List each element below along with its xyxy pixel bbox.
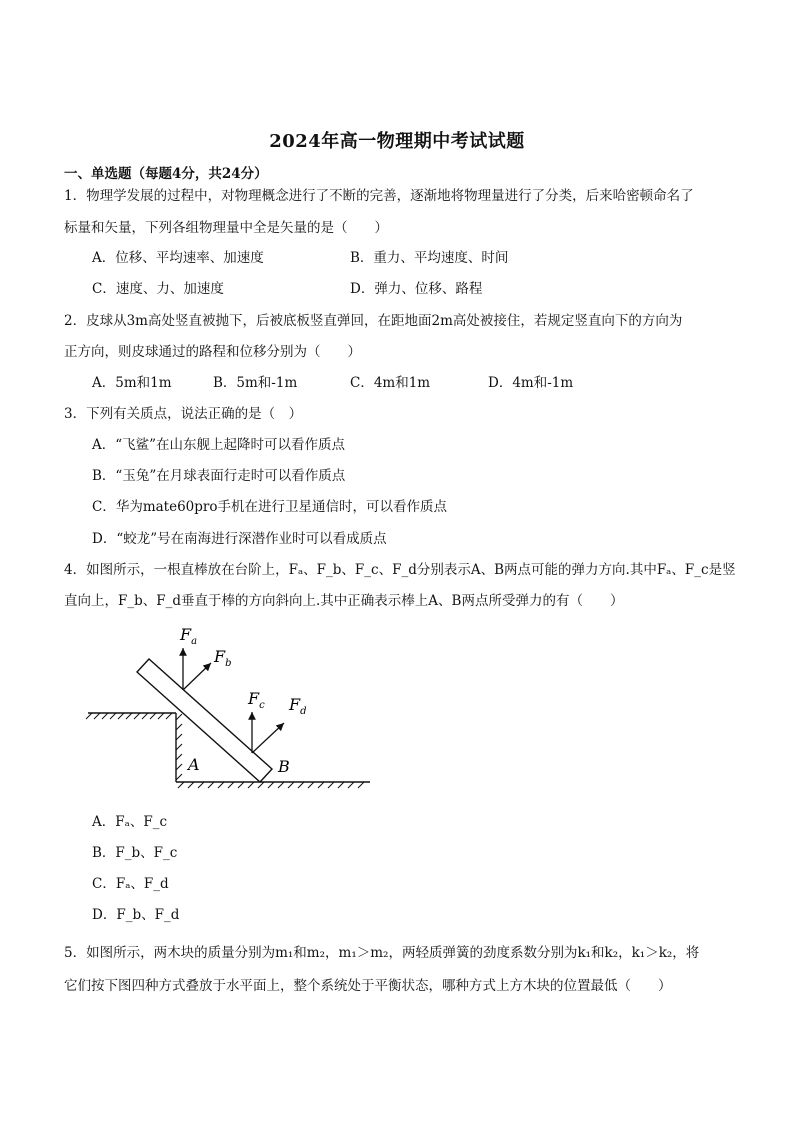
q3-stem: 3．下列有关质点，说法正确的是（ ） [64,406,303,422]
q5-stem-line2: 它们按下图四种方式叠放于水平面上，整个系统处于平衡状态，哪种方式上方木块的位置最低（ ） [64,978,672,994]
q2-stem-line1: 2．皮球从3m高处竖直被抛下，后被底板竖直弹回，在距地面2m高处被接住，若规定竖直向下的方向为 [64,313,683,329]
lower-ground [176,782,370,788]
q2-option-d: D．4m和-1m [488,375,574,391]
label-point-a: A [188,755,200,774]
step-wall [176,713,182,782]
q3-option-a: A．“飞鲨”在山东舰上起降时可以看作质点 [92,437,346,453]
q4-option-b: B．F_b、F_c [92,845,178,861]
q1-stem-line1: 1．物理学发展的过程中，对物理概念进行了不断的完善，逐渐地将物理量进行了分类，后来哈密顿命名了 [64,188,694,204]
arrow-fd [252,723,284,753]
q1-stem-line2: 标量和矢量，下列各组物理量中全是矢量的是（ ） [64,220,388,236]
q3-option-d: D．“蛟龙”号在南海进行深潜作业时可以看成质点 [92,531,387,547]
q2-stem-line2: 正方向，则皮球通过的路程和位移分别为（ ） [64,344,361,360]
q2-option-b: B．5m和-1m [213,375,298,391]
label-fc: $F_c$ [248,689,265,711]
label-fa: $F_a$ [180,625,198,647]
label-fd: $F_d$ [289,695,307,717]
q3-option-b: B．“玉兔”在月球表面行走时可以看作质点 [92,468,346,484]
q4-option-d: D．F_b、F_d [92,907,180,923]
q3-option-c: C．华为mate60pro手机在进行卫星通信时，可以看作质点 [92,499,447,515]
arrow-fb [183,663,211,690]
q2-option-c: C．4m和1m [350,375,431,391]
q1-option-c: C．速度、力、加速度 [92,281,224,297]
q1-option-b: B．重力、平均速度、时间 [350,250,509,266]
q4-option-a: A．Fₐ、F_c [92,814,168,830]
q1-option-a: A．位移、平均速率、加速度 [92,250,264,266]
q4-option-c: C．Fₐ、F_d [92,876,169,892]
page-title: 2024年高一物理期中考试试题 [269,131,525,152]
q1-option-d: D．弹力、位移、路程 [350,281,483,297]
q4-figure [84,620,384,800]
upper-ground [86,713,176,719]
label-point-b: B [278,757,290,776]
q4-stem-line1: 4．如图所示，一根直棒放在台阶上，Fₐ、F_b、F_c、F_d分别表示A、B两点可能的弹力方向.其中Fₐ、F_c是竖 [64,562,736,578]
q5-stem-line1: 5．如图所示，两木块的质量分别为m₁和m₂，m₁＞m₂，两轻质弹簧的劲度系数分别为k₁和k₂，k₁＞k₂，将 [64,945,700,961]
label-fb: $F_b$ [214,647,232,669]
q4-stem-line2: 直向上，F_b、F_d垂直于棒的方向斜向上.其中正确表示棒上A、B两点所受弹力的有（ ） [64,593,624,609]
q2-option-a: A．5m和1m [92,375,172,391]
section-heading: 一、单选题（每题4分，共24分） [64,166,268,182]
